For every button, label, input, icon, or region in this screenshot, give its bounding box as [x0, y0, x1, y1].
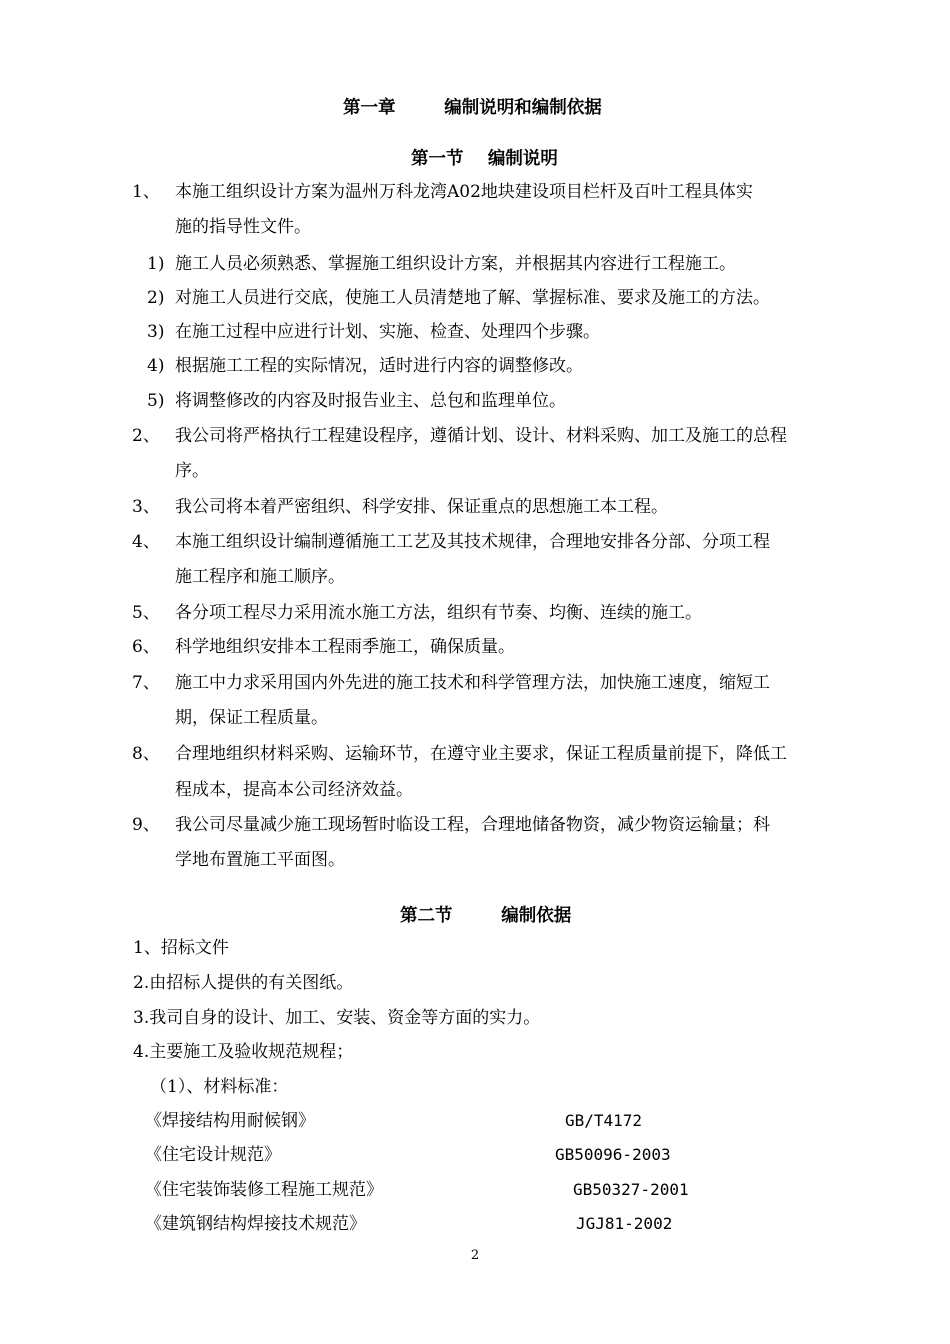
item-text: 施的指导性文件。: [175, 217, 311, 237]
item-number: 6、: [132, 637, 160, 657]
item-text: 将调整修改的内容及时报告业主、总包和监理单位。: [175, 391, 566, 411]
item-text: 根据施工工程的实际情况，适时进行内容的调整修改。: [175, 356, 583, 376]
standard-name: 《住宅设计规范》: [145, 1145, 281, 1165]
page-number: 2: [470, 1248, 480, 1263]
item-text: 本施工组织设计编制遵循施工工艺及其技术规律，合理地安排各分部、分项工程: [175, 532, 770, 552]
item-number: 5、: [132, 603, 160, 623]
standard-code: JGJ81-2002: [576, 1214, 673, 1233]
item-text: 期，保证工程质量。: [175, 708, 328, 728]
standard-name: 《建筑钢结构焊接技术规范》: [145, 1214, 366, 1234]
item-text: 序。: [175, 461, 209, 481]
standard-code: GB50096-2003: [555, 1145, 671, 1164]
item-number: 1、: [132, 182, 160, 202]
item-text: 各分项工程尽力采用流水施工方法，组织有节奏、均衡、连续的施工。: [175, 603, 702, 623]
item-number: 1): [147, 254, 165, 274]
item-text: 学地布置施工平面图。: [175, 850, 345, 870]
basis-line: 2.由招标人提供的有关图纸。: [133, 973, 354, 993]
item-text: 科学地组织安排本工程雨季施工，确保质量。: [175, 637, 515, 657]
item-text: 施工中力求采用国内外先进的施工技术和科学管理方法，加快施工速度，缩短工: [175, 673, 770, 693]
item-text: 我公司将本着严密组织、科学安排、保证重点的思想施工本工程。: [175, 497, 668, 517]
basis-line: 3.我司自身的设计、加工、安装、资金等方面的实力。: [133, 1008, 541, 1028]
item-number: 9、: [132, 815, 160, 835]
item-number: 3、: [132, 497, 160, 517]
item-text: 在施工过程中应进行计划、实施、检查、处理四个步骤。: [175, 322, 600, 342]
standard-code: GB50327-2001: [573, 1180, 689, 1199]
item-number: 2): [147, 288, 165, 308]
basis-line: 1、招标文件: [133, 938, 229, 958]
item-text: 我公司尽量减少施工现场暂时临设工程，合理地储备物资，减少物资运输量；科: [175, 815, 770, 835]
item-text: 我公司将严格执行工程建设程序，遵循计划、设计、材料采购、加工及施工的总程: [175, 426, 787, 446]
basis-line: 4.主要施工及验收规范规程；: [133, 1042, 354, 1062]
item-number: 2、: [132, 426, 160, 446]
standard-name: 《住宅装饰装修工程施工规范》: [145, 1180, 383, 1200]
item-number: 7、: [132, 673, 160, 693]
item-number: 8、: [132, 744, 160, 764]
item-number: 3): [147, 322, 165, 342]
item-text: 本施工组织设计方案为温州万科龙湾A02地块建设项目栏杆及百叶工程具体实: [175, 182, 753, 202]
item-text: 对施工人员进行交底，使施工人员清楚地了解、掌握标准、要求及施工的方法。: [175, 288, 770, 308]
standard-name: 《焊接结构用耐候钢》: [145, 1111, 315, 1131]
item-text: 程成本，提高本公司经济效益。: [175, 780, 413, 800]
item-number: 4): [147, 356, 165, 376]
item-number: 5): [147, 391, 165, 411]
standard-code: GB/T4172: [565, 1111, 643, 1130]
basis-line: （1）、材料标准：: [150, 1077, 289, 1097]
item-text: 施工程序和施工顺序。: [175, 567, 345, 587]
section2-title: 第二节 编制依据: [400, 906, 572, 926]
item-number: 4、: [132, 532, 160, 552]
section1-title: 第一节 编制说明: [411, 149, 558, 169]
item-text: 合理地组织材料采购、运输环节，在遵守业主要求，保证工程质量前提下，降低工: [175, 744, 787, 764]
chapter-title: 第一章 编制说明和编制依据: [343, 98, 602, 118]
item-text: 施工人员必须熟悉、掌握施工组织设计方案，并根据其内容进行工程施工。: [175, 254, 736, 274]
